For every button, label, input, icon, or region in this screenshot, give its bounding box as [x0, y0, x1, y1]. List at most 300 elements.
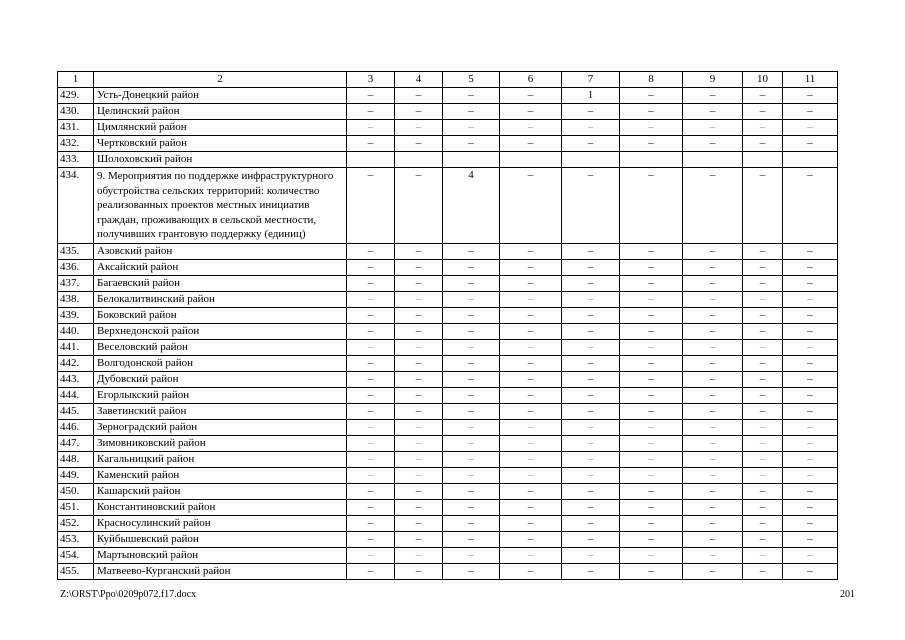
value-cell: – — [500, 120, 562, 136]
table-row — [58, 120, 838, 136]
row-name: Белокалитвинский район — [94, 291, 347, 307]
value-cell — [743, 152, 783, 168]
value-cell: – — [347, 136, 395, 152]
value-cell: – — [395, 291, 443, 307]
value-cell: – — [500, 403, 562, 419]
value-cell: – — [743, 547, 783, 563]
value-cell: – — [395, 547, 443, 563]
value-cell: – — [783, 168, 838, 244]
value-cell: – — [347, 563, 395, 579]
table-row — [58, 547, 838, 563]
value-cell: – — [443, 323, 500, 339]
value-cell: – — [620, 515, 683, 531]
row-number: 445. — [58, 403, 94, 419]
value-cell: – — [562, 104, 620, 120]
value-cell: – — [395, 88, 443, 104]
table-row — [58, 307, 838, 323]
value-cell: – — [347, 104, 395, 120]
table-row — [58, 323, 838, 339]
table-row — [58, 355, 838, 371]
value-cell: – — [562, 259, 620, 275]
row-name: Усть-Донецкий район — [94, 88, 347, 104]
table-row — [58, 275, 838, 291]
table-row — [58, 531, 838, 547]
value-cell: – — [443, 307, 500, 323]
table-row — [58, 483, 838, 499]
value-cell: – — [347, 403, 395, 419]
table-row — [58, 435, 838, 451]
value-cell: – — [683, 275, 743, 291]
table-row — [58, 563, 838, 579]
row-name: Матвеево-Курганский район — [94, 563, 347, 579]
value-cell — [443, 152, 500, 168]
value-cell: – — [562, 307, 620, 323]
value-cell: – — [500, 419, 562, 435]
value-cell: – — [562, 435, 620, 451]
value-cell: – — [395, 531, 443, 547]
value-cell: – — [620, 467, 683, 483]
value-cell: – — [620, 419, 683, 435]
value-cell: – — [683, 259, 743, 275]
value-cell: – — [500, 291, 562, 307]
value-cell: – — [620, 499, 683, 515]
value-cell: – — [347, 435, 395, 451]
header-cell: 10 — [743, 72, 783, 88]
value-cell: – — [443, 547, 500, 563]
row-number: 433. — [58, 152, 94, 168]
row-name: 9. Мероприятия по поддержке инфраструктурного обустройства сельских территорий: количество реализованных проектов местных инициатив граждан, проживающих в сельской местности, получивших грантовую поддержку (единиц) — [94, 168, 347, 244]
row-name: Красносулинский район — [94, 515, 347, 531]
value-cell — [783, 152, 838, 168]
row-name: Заветинский район — [94, 403, 347, 419]
value-cell: – — [347, 547, 395, 563]
value-cell: – — [683, 323, 743, 339]
table-header-row — [58, 72, 838, 88]
value-cell: – — [620, 371, 683, 387]
value-cell: – — [620, 323, 683, 339]
value-cell: – — [620, 104, 683, 120]
value-cell: – — [500, 88, 562, 104]
value-cell: – — [395, 259, 443, 275]
value-cell: – — [347, 243, 395, 259]
header-cell: 11 — [783, 72, 838, 88]
header-cell: 2 — [94, 72, 347, 88]
value-cell: – — [743, 136, 783, 152]
value-cell: – — [347, 371, 395, 387]
value-cell: – — [395, 499, 443, 515]
row-name: Кашарский район — [94, 483, 347, 499]
value-cell: – — [500, 168, 562, 244]
value-cell: – — [443, 467, 500, 483]
table-row — [58, 259, 838, 275]
value-cell: – — [683, 120, 743, 136]
value-cell: – — [395, 355, 443, 371]
value-cell: – — [395, 168, 443, 244]
row-number: 430. — [58, 104, 94, 120]
value-cell: – — [347, 259, 395, 275]
row-number: 454. — [58, 547, 94, 563]
value-cell: – — [783, 120, 838, 136]
row-number: 446. — [58, 419, 94, 435]
value-cell: – — [347, 307, 395, 323]
table-row — [58, 387, 838, 403]
value-cell: – — [443, 451, 500, 467]
value-cell: – — [443, 419, 500, 435]
value-cell: – — [395, 243, 443, 259]
value-cell: – — [562, 515, 620, 531]
value-cell: – — [347, 483, 395, 499]
value-cell: – — [683, 371, 743, 387]
value-cell: – — [500, 531, 562, 547]
row-name: Кагальницкий район — [94, 451, 347, 467]
page-number: 201 — [840, 589, 855, 600]
table-row — [58, 451, 838, 467]
value-cell: – — [743, 104, 783, 120]
value-cell: – — [683, 339, 743, 355]
value-cell: – — [500, 136, 562, 152]
value-cell: – — [620, 259, 683, 275]
value-cell: – — [743, 499, 783, 515]
value-cell: – — [562, 339, 620, 355]
value-cell: – — [783, 88, 838, 104]
row-number: 448. — [58, 451, 94, 467]
value-cell: – — [347, 355, 395, 371]
value-cell: – — [443, 243, 500, 259]
row-number: 432. — [58, 136, 94, 152]
value-cell: – — [743, 435, 783, 451]
value-cell — [620, 152, 683, 168]
value-cell: – — [443, 339, 500, 355]
value-cell: – — [620, 563, 683, 579]
value-cell: – — [620, 403, 683, 419]
value-cell: – — [683, 419, 743, 435]
value-cell: – — [743, 307, 783, 323]
value-cell: – — [395, 371, 443, 387]
value-cell: – — [443, 104, 500, 120]
value-cell: – — [347, 419, 395, 435]
value-cell: – — [683, 136, 743, 152]
value-cell: – — [562, 483, 620, 499]
row-number: 453. — [58, 531, 94, 547]
table-row — [58, 499, 838, 515]
table-row — [58, 104, 838, 120]
value-cell: – — [562, 451, 620, 467]
value-cell: – — [443, 563, 500, 579]
table-row — [58, 371, 838, 387]
row-name: Шолоховский район — [94, 152, 347, 168]
header-cell: 5 — [443, 72, 500, 88]
value-cell: – — [783, 371, 838, 387]
value-cell: – — [562, 547, 620, 563]
row-name: Куйбышевский район — [94, 531, 347, 547]
value-cell: – — [743, 275, 783, 291]
row-number: 438. — [58, 291, 94, 307]
row-name: Боковский район — [94, 307, 347, 323]
value-cell: – — [743, 355, 783, 371]
value-cell: – — [743, 371, 783, 387]
value-cell: – — [620, 355, 683, 371]
value-cell: – — [620, 387, 683, 403]
value-cell: – — [347, 120, 395, 136]
value-cell: – — [783, 547, 838, 563]
value-cell: – — [500, 243, 562, 259]
row-name: Константиновский район — [94, 499, 347, 515]
row-number: 439. — [58, 307, 94, 323]
value-cell: – — [562, 291, 620, 307]
table-row — [58, 467, 838, 483]
data-table — [57, 71, 838, 580]
table-row — [58, 88, 838, 104]
value-cell: – — [620, 547, 683, 563]
value-cell: – — [620, 339, 683, 355]
value-cell: – — [783, 451, 838, 467]
value-cell: – — [395, 451, 443, 467]
header-cell: 9 — [683, 72, 743, 88]
row-number: 429. — [58, 88, 94, 104]
value-cell: – — [562, 120, 620, 136]
row-name: Чертковский район — [94, 136, 347, 152]
value-cell: – — [743, 259, 783, 275]
value-cell: – — [620, 88, 683, 104]
value-cell: – — [347, 515, 395, 531]
value-cell: – — [395, 483, 443, 499]
value-cell: – — [500, 467, 562, 483]
table-row — [58, 515, 838, 531]
value-cell: – — [620, 168, 683, 244]
value-cell: – — [395, 435, 443, 451]
value-cell: – — [743, 467, 783, 483]
value-cell: – — [443, 88, 500, 104]
value-cell: – — [500, 547, 562, 563]
value-cell: – — [500, 339, 562, 355]
value-cell: – — [743, 291, 783, 307]
row-number: 452. — [58, 515, 94, 531]
value-cell: – — [783, 259, 838, 275]
value-cell: – — [783, 243, 838, 259]
row-name: Веселовский район — [94, 339, 347, 355]
value-cell: – — [783, 403, 838, 419]
value-cell: – — [443, 275, 500, 291]
row-name: Целинский район — [94, 104, 347, 120]
row-name: Зимовниковский район — [94, 435, 347, 451]
value-cell — [395, 152, 443, 168]
value-cell: – — [562, 467, 620, 483]
row-name: Егорлыкский район — [94, 387, 347, 403]
row-number: 440. — [58, 323, 94, 339]
value-cell: – — [562, 355, 620, 371]
row-number: 443. — [58, 371, 94, 387]
row-number: 450. — [58, 483, 94, 499]
value-cell: – — [562, 499, 620, 515]
value-cell: – — [783, 419, 838, 435]
row-name: Волгодонской район — [94, 355, 347, 371]
value-cell: – — [783, 291, 838, 307]
value-cell: – — [500, 515, 562, 531]
header-cell: 3 — [347, 72, 395, 88]
value-cell: – — [443, 403, 500, 419]
header-cell: 7 — [562, 72, 620, 88]
value-cell: – — [620, 136, 683, 152]
value-cell: – — [443, 120, 500, 136]
row-number: 434. — [58, 168, 94, 244]
value-cell: – — [562, 243, 620, 259]
value-cell: – — [683, 387, 743, 403]
value-cell: – — [443, 483, 500, 499]
value-cell: – — [395, 467, 443, 483]
value-cell: – — [783, 339, 838, 355]
row-name: Аксайский район — [94, 259, 347, 275]
value-cell: – — [783, 104, 838, 120]
table-row — [58, 136, 838, 152]
value-cell: – — [620, 451, 683, 467]
value-cell: – — [562, 563, 620, 579]
value-cell: – — [783, 499, 838, 515]
value-cell: – — [443, 499, 500, 515]
row-name: Каменский район — [94, 467, 347, 483]
row-number: 441. — [58, 339, 94, 355]
value-cell: – — [743, 483, 783, 499]
row-number: 442. — [58, 355, 94, 371]
value-cell: – — [562, 403, 620, 419]
row-number: 451. — [58, 499, 94, 515]
value-cell: – — [683, 88, 743, 104]
value-cell: – — [347, 291, 395, 307]
value-cell: – — [347, 387, 395, 403]
value-cell: – — [743, 243, 783, 259]
value-cell: – — [443, 136, 500, 152]
value-cell — [500, 152, 562, 168]
row-number: 449. — [58, 467, 94, 483]
header-cell: 4 — [395, 72, 443, 88]
value-cell: – — [683, 243, 743, 259]
value-cell: – — [743, 419, 783, 435]
value-cell: – — [395, 403, 443, 419]
row-number: 455. — [58, 563, 94, 579]
header-cell: 8 — [620, 72, 683, 88]
value-cell: – — [783, 435, 838, 451]
value-cell: – — [562, 531, 620, 547]
table-row — [58, 168, 838, 244]
value-cell: – — [562, 275, 620, 291]
value-cell: – — [562, 387, 620, 403]
value-cell: – — [562, 419, 620, 435]
value-cell: – — [743, 403, 783, 419]
value-cell: – — [683, 483, 743, 499]
value-cell: – — [683, 563, 743, 579]
value-cell: – — [395, 275, 443, 291]
value-cell: – — [783, 136, 838, 152]
value-cell: – — [500, 307, 562, 323]
value-cell: – — [562, 136, 620, 152]
value-cell — [683, 152, 743, 168]
value-cell: – — [783, 563, 838, 579]
value-cell: – — [683, 451, 743, 467]
table-row — [58, 152, 838, 168]
row-name: Азовский район — [94, 243, 347, 259]
value-cell: – — [743, 531, 783, 547]
header-cell: 6 — [500, 72, 562, 88]
value-cell: – — [743, 88, 783, 104]
row-name: Цимлянский район — [94, 120, 347, 136]
value-cell: – — [783, 531, 838, 547]
value-cell: – — [500, 275, 562, 291]
value-cell: – — [395, 323, 443, 339]
value-cell: – — [743, 515, 783, 531]
value-cell: – — [783, 355, 838, 371]
row-number: 431. — [58, 120, 94, 136]
value-cell: 4 — [443, 168, 500, 244]
row-number: 436. — [58, 259, 94, 275]
value-cell: – — [743, 120, 783, 136]
value-cell: – — [683, 515, 743, 531]
row-name: Мартыновский район — [94, 547, 347, 563]
value-cell — [347, 152, 395, 168]
value-cell: 1 — [562, 88, 620, 104]
value-cell: – — [347, 168, 395, 244]
value-cell: – — [783, 323, 838, 339]
table-body — [58, 72, 838, 580]
value-cell: – — [443, 371, 500, 387]
value-cell: – — [783, 515, 838, 531]
value-cell: – — [500, 563, 562, 579]
value-cell: – — [443, 435, 500, 451]
value-cell: – — [683, 355, 743, 371]
row-name: Багаевский район — [94, 275, 347, 291]
value-cell: – — [683, 104, 743, 120]
value-cell: – — [395, 515, 443, 531]
value-cell — [562, 152, 620, 168]
value-cell: – — [347, 531, 395, 547]
table-row — [58, 243, 838, 259]
value-cell: – — [347, 499, 395, 515]
value-cell: – — [683, 168, 743, 244]
value-cell: – — [620, 120, 683, 136]
table-row — [58, 339, 838, 355]
value-cell: – — [683, 403, 743, 419]
row-name: Дубовский район — [94, 371, 347, 387]
value-cell: – — [500, 387, 562, 403]
value-cell: – — [683, 435, 743, 451]
table-row — [58, 403, 838, 419]
value-cell: – — [743, 168, 783, 244]
header-cell: 1 — [58, 72, 94, 88]
value-cell: – — [683, 467, 743, 483]
value-cell: – — [783, 467, 838, 483]
value-cell: – — [395, 136, 443, 152]
value-cell: – — [395, 339, 443, 355]
value-cell: – — [743, 323, 783, 339]
value-cell: – — [395, 307, 443, 323]
value-cell: – — [562, 323, 620, 339]
row-number: 444. — [58, 387, 94, 403]
value-cell: – — [500, 435, 562, 451]
value-cell: – — [443, 531, 500, 547]
value-cell: – — [562, 168, 620, 244]
value-cell: – — [500, 259, 562, 275]
value-cell: – — [443, 387, 500, 403]
value-cell: – — [347, 88, 395, 104]
value-cell: – — [500, 355, 562, 371]
value-cell: – — [620, 483, 683, 499]
value-cell: – — [347, 451, 395, 467]
value-cell: – — [347, 467, 395, 483]
value-cell: – — [443, 515, 500, 531]
value-cell: – — [683, 307, 743, 323]
value-cell: – — [783, 483, 838, 499]
value-cell: – — [500, 323, 562, 339]
table-row — [58, 291, 838, 307]
value-cell: – — [500, 371, 562, 387]
